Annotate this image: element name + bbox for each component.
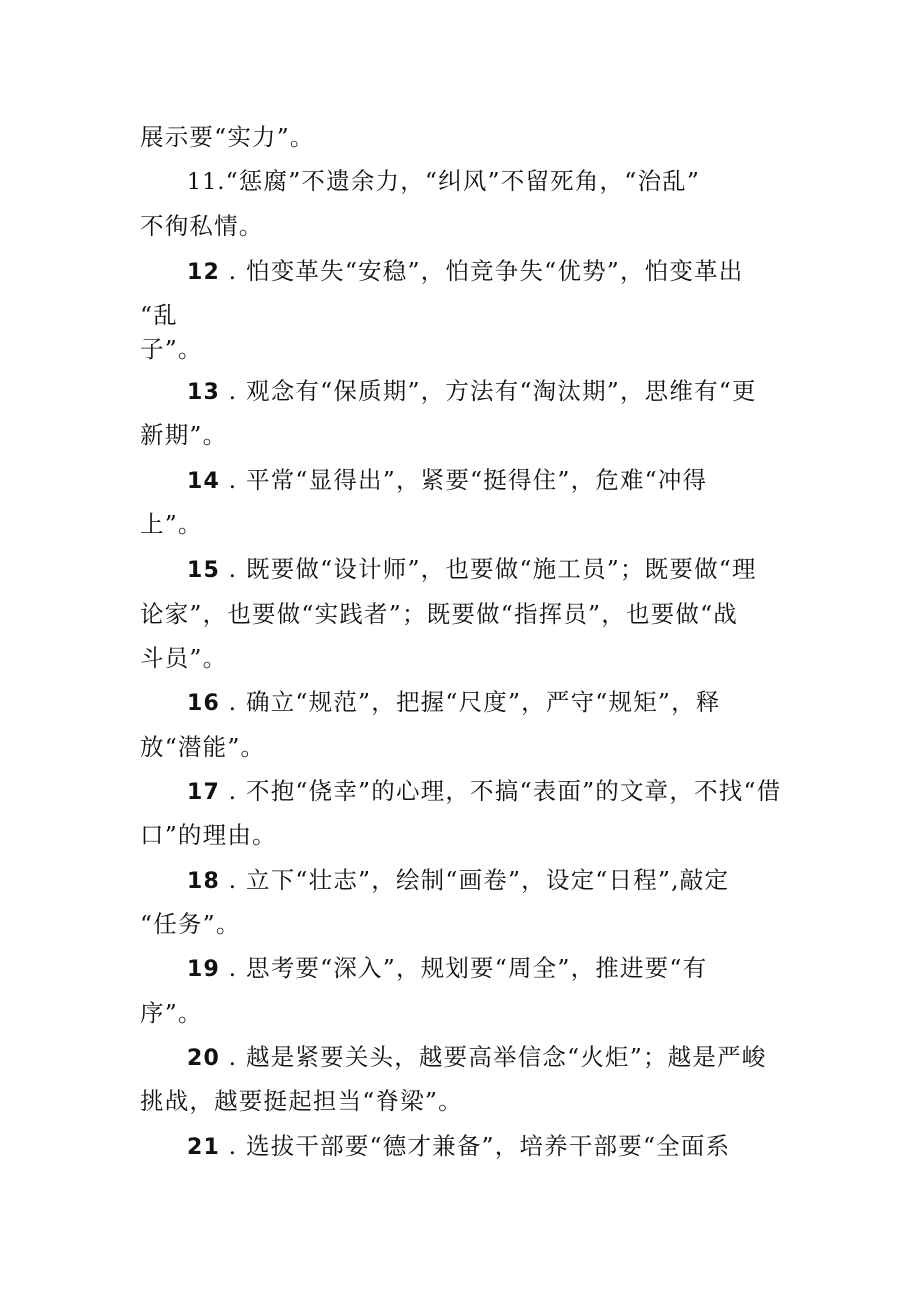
line-text: 上”。: [140, 510, 203, 538]
item-number: 12: [187, 260, 221, 285]
list-item-19: [187, 953, 707, 985]
item-number: 13: [187, 380, 221, 405]
item-text: . 怕变革失“安稳”，怕竞争失“优势”，怕变革出: [220, 257, 744, 285]
line-text: “乱: [140, 301, 178, 329]
list-item-12: [187, 256, 743, 288]
list-item-11: [187, 166, 700, 198]
item-text: . 确立“规范”，把握“尺度”，严守“规矩”，释: [220, 688, 721, 716]
line-text: 序”。: [140, 999, 203, 1027]
item-number: 18: [187, 869, 221, 894]
text-line: [140, 820, 277, 850]
text-line: [140, 1086, 463, 1116]
list-item-16: [187, 687, 721, 719]
line-text: “任务”。: [140, 910, 241, 938]
item-text: . 越是紧要关头，越要高举信念“火炬”；越是严峻: [220, 1043, 767, 1071]
text-line: [140, 211, 264, 241]
item-number: 11.: [187, 170, 226, 195]
item-text: . 观念有“保质期”，方法有“淘汰期”，思维有“更: [220, 377, 757, 405]
line-text: 斗员”。: [140, 644, 228, 672]
line-text: 放“潜能”。: [140, 733, 266, 761]
item-number: 20: [187, 1046, 221, 1071]
item-text: . 不抱“侥幸”的心理，不搞“表面”的文章，不找“借: [220, 777, 782, 805]
list-item-21: [187, 1131, 730, 1163]
item-text: “惩腐”不遗余力，“纠风”不留死角，“治乱”: [225, 167, 701, 195]
item-number: 17: [187, 780, 221, 805]
list-item-20: [187, 1042, 766, 1074]
item-text: . 选拔干部要“德才兼备”，培养干部要“全面系: [220, 1132, 731, 1160]
text-line: [140, 122, 315, 152]
text-line: [140, 334, 203, 364]
text-line: [140, 420, 227, 450]
item-number: 21: [187, 1135, 221, 1160]
item-text: . 平常“显得出”，紧要“挺得住”，危难“冲得: [220, 466, 708, 494]
item-number: 19: [187, 957, 221, 982]
list-item-15: [187, 554, 757, 586]
text-line: [140, 509, 203, 539]
line-text: 不徇私情。: [140, 212, 264, 240]
item-text: . 思考要“深入”，规划要“周全”，推进要“有: [220, 954, 708, 982]
list-item-14: [187, 465, 707, 497]
line-text: 子”。: [140, 335, 203, 363]
text-line: [140, 909, 241, 939]
list-item-18: [187, 865, 729, 897]
item-text: . 立下“壮志”，绘制“画卷”，设定“日程”,敲定: [220, 866, 730, 894]
line-text: 口”的理由。: [140, 821, 277, 849]
line-text: 展示要“实力”。: [140, 123, 315, 151]
text-line: [140, 643, 227, 673]
item-text: . 既要做“设计师”，也要做“施工员”；既要做“理: [220, 555, 757, 583]
line-text: 挑战，越要挺起担当“脊梁”。: [140, 1087, 463, 1115]
list-item-13: [187, 376, 757, 408]
line-text: 论家”，也要做“实践者”；既要做“指挥员”，也要做“战: [140, 600, 738, 628]
text-line: [140, 599, 738, 629]
text-line: [140, 732, 265, 762]
text-line: [140, 300, 178, 330]
list-item-17: [187, 776, 781, 808]
line-text: 新期”。: [140, 421, 228, 449]
item-number: 14: [187, 469, 221, 494]
text-line: [140, 998, 203, 1028]
item-number: 15: [187, 558, 221, 583]
item-number: 16: [187, 691, 221, 716]
